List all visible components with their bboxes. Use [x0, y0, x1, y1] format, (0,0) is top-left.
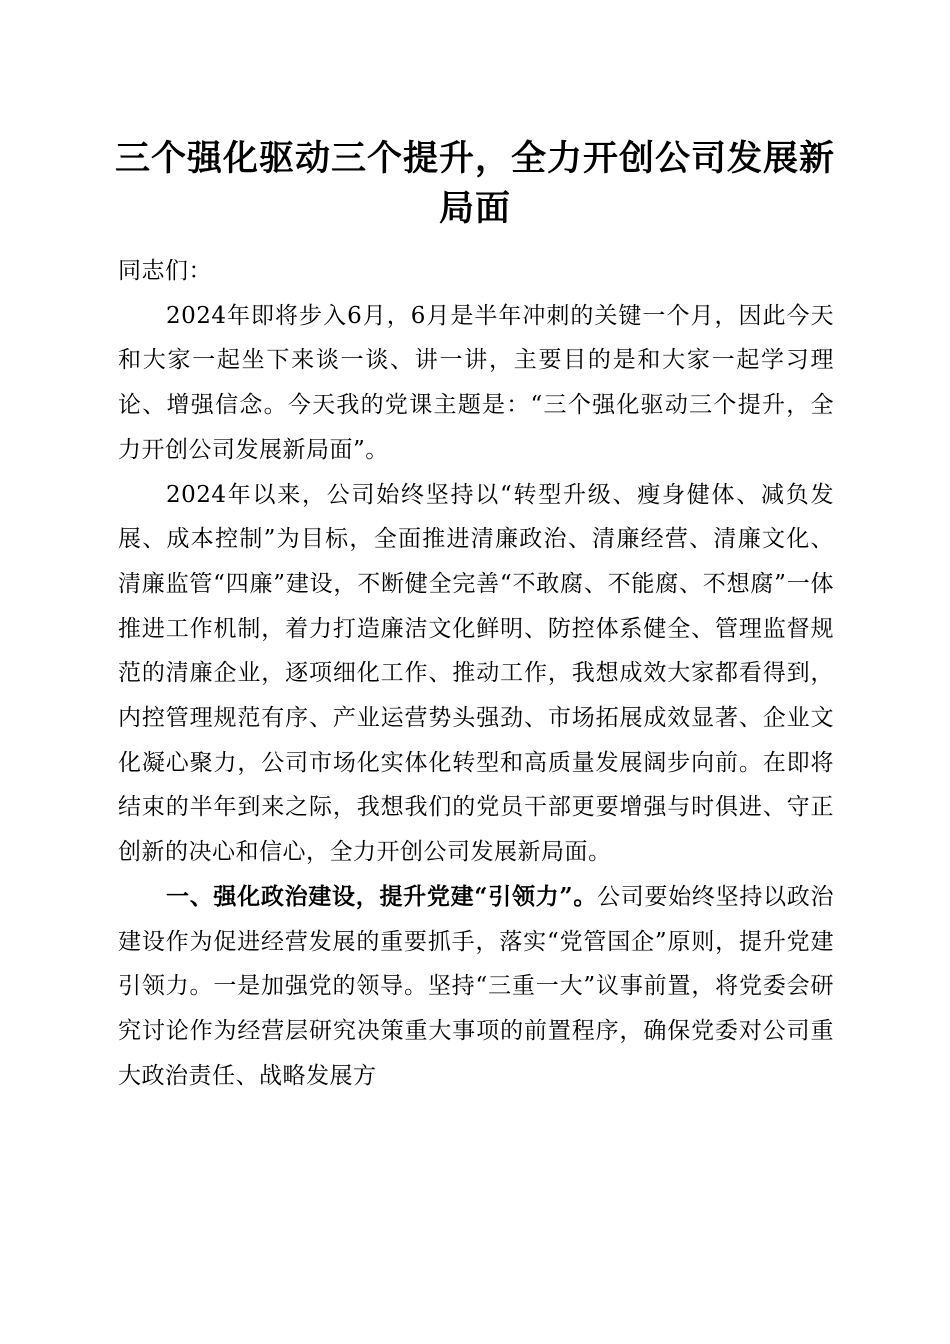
section-1-text: 公司要始终坚持以政治建设作为促进经营发展的重要抓手，落实“党管国企”原则，提升党建引领力。一是加强党的领导。坚持“三重一大”议事前置，将党委会研究讨论作为经营层研究决策重大事项的前置程序，确保党委对公司重大政治责任、战略发展方	[118, 883, 835, 1089]
document-body	[118, 249, 834, 1098]
paragraph-progress: 2024年以来，公司始终坚持以“转型升级、瘦身健体、减负发展、成本控制”为目标，全面推进清廉政治、清廉经营、清廉文化、清廉监管“四廉”建设，不断健全完善“不敢腐、不能腐、不想腐”一体推进工作机制，着力打造廉洁文化鲜明、防控体系健全、管理监督规范的清廉企业，逐项细化工作、推动工作，我想成效大家都看得到，内控管理规范有序、产业运营势头强劲、市场拓展成效显著、企业文化凝心聚力，公司市场化实体化转型和高质量发展阔步向前。在即将结束的半年到来之际，我想我们的党员干部更要增强与时俱进、守正创新的决心和信心，全力开创公司发展新局面。	[118, 481, 834, 866]
paragraph-intro: 2024年即将步入6月，6月是半年冲刺的关键一个月，因此今天和大家一起坐下来谈一谈、讲一讲，主要目的是和大家一起学习理论、增强信念。今天我的党课主题是：“三个强化驱动三个提升，全力开创公司发展新局面”。	[118, 302, 834, 463]
section-1-paragraph	[118, 875, 834, 1099]
section-1-heading: 一、强化政治建设，提升党建“引领力”。	[166, 882, 598, 910]
salutation: 同志们：	[118, 258, 212, 284]
document-title: 三个强化驱动三个提升，全力开创公司发展新局面	[114, 138, 835, 229]
